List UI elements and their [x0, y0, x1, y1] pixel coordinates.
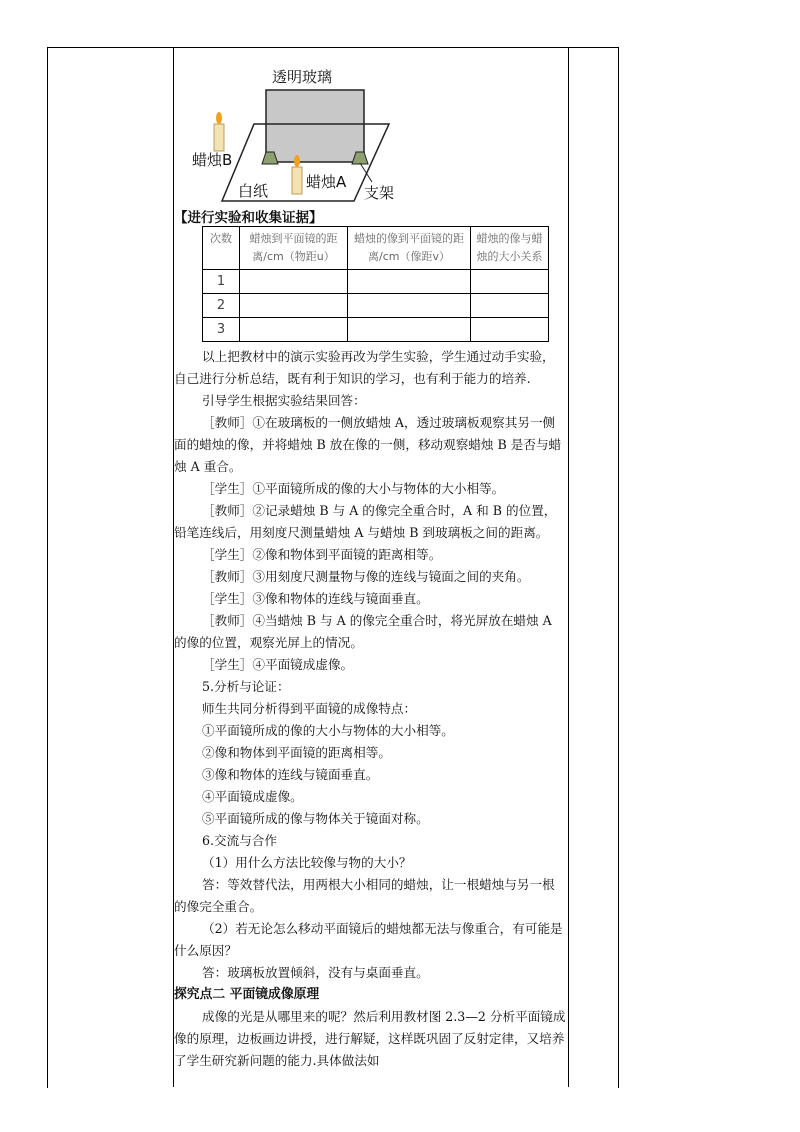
table-header-cell: 蜡烛的像与蜡烛的大小关系	[471, 227, 549, 270]
paragraph: 引导学生根据实验结果回答：	[202, 393, 366, 408]
table-row	[203, 270, 549, 294]
paragraph: 6.交流与合作	[202, 833, 277, 848]
stand-label: 支架	[364, 184, 395, 202]
section-title-experiment: 【进行实验和收集证据】	[174, 210, 323, 226]
paragraph: （1）用什么方法比较像与物的大小？	[202, 855, 412, 870]
paragraph: ［学生］④平面镜成虚像。	[202, 657, 354, 672]
table-header-row	[203, 227, 549, 270]
table-cell	[348, 294, 471, 318]
table-cell-index: 3	[203, 318, 240, 342]
candle-a	[292, 167, 302, 194]
candle-a-flame	[294, 155, 300, 167]
table-cell	[348, 318, 471, 342]
paragraph: ②像和物体到平面镜的距离相等。	[202, 745, 391, 760]
table-cell	[240, 294, 348, 318]
paragraph: ①平面镜所成的像的大小与物体的大小相等。	[202, 723, 454, 738]
paper-label: 白纸	[238, 182, 269, 200]
candle-b-flame	[216, 112, 222, 124]
paragraph: ［学生］①平面镜所成的像的大小与物体的大小相等。	[202, 481, 505, 496]
glass-plate	[266, 90, 364, 162]
glass-label: 透明玻璃	[272, 68, 333, 86]
table-header-cell: 蜡烛的像到平面镜的距离/cm（像距v）	[348, 227, 471, 270]
table-header-cell: 次数	[203, 227, 240, 270]
candle-b	[214, 124, 224, 151]
paragraph: ⑤平面镜所成的像与物体关于镜面对称。	[202, 811, 429, 826]
experiment-figure	[174, 54, 567, 204]
paragraph: ［教师］③用刻度尺测量物与像的连线与镜面之间的夹角。	[202, 569, 530, 584]
paragraph: ［教师］②记录蜡烛 B 与 A 的像完全重合时，A 和 B 的位置，铅笔连线后，用刻度尺测量蜡烛 A 与蜡烛 B 到玻璃板之间的距离。	[174, 503, 557, 540]
table-cell-index: 2	[203, 294, 240, 318]
content-column	[174, 54, 567, 1072]
table-cell	[348, 270, 471, 294]
paragraph: 答：玻璃板放置倾斜，没有与桌面垂直。	[202, 965, 429, 980]
paragraph: ［学生］②像和物体到平面镜的距离相等。	[202, 547, 442, 562]
table-row	[203, 318, 549, 342]
table-cell-index: 1	[203, 270, 240, 294]
paragraph: 5.分析与论证：	[202, 679, 290, 694]
table-cell	[471, 318, 549, 342]
candle-b-label: 蜡烛B	[192, 151, 233, 169]
table-cell	[471, 294, 549, 318]
table-cell	[240, 270, 348, 294]
candle-a-label: 蜡烛A	[306, 173, 347, 191]
data-table	[202, 226, 549, 342]
table-cell	[240, 318, 348, 342]
paragraph: ［教师］①在玻璃板的一侧放蜡烛 A，透过玻璃板观察其另一侧面的蜡烛的像，并将蜡烛 B 放在像的一侧，移动观察蜡烛 B 是否与蜡烛 A 重合。	[174, 415, 562, 474]
paragraph: ［教师］④当蜡烛 B 与 A 的像完全重合时，将光屏放在蜡烛 A 的像的位置，观察光屏上的情况。	[174, 613, 552, 650]
table-row	[203, 294, 549, 318]
paragraph: ④平面镜成虚像。	[202, 789, 303, 804]
table-header-cell: 蜡烛到平面镜的距离/cm（物距u）	[240, 227, 348, 270]
paragraph: 以上把教材中的演示实验再改为学生实验，学生通过动手实验，自己进行分析总结，既有利于知识的学习，也有利于能力的培养.	[174, 349, 555, 386]
paragraph: ［学生］③像和物体的连线与镜面垂直。	[202, 591, 429, 606]
column-divider-right	[568, 47, 569, 1087]
paragraph: 成像的光是从哪里来的呢？然后利用教材图 2.3—2 分析平面镜成像的原理，边板画边讲授，进行解疑，这样既巩固了反射定律，又培养了学生研究新问题的能力.具体做法如	[174, 1009, 566, 1068]
paragraph: 师生共同分析得到平面镜的成像特点：	[202, 701, 417, 716]
paragraph: （2）若无论怎么移动平面镜后的蜡烛都无法与像重合，有可能是什么原因？	[174, 921, 563, 958]
section-title-principle: 探究点二 平面镜成像原理	[174, 987, 320, 1002]
paragraph: ③像和物体的连线与镜面垂直。	[202, 767, 379, 782]
table-cell	[471, 270, 549, 294]
paragraph: 答：等效替代法，用两根大小相同的蜡烛，让一根蜡烛与另一根的像完全重合。	[174, 877, 555, 914]
